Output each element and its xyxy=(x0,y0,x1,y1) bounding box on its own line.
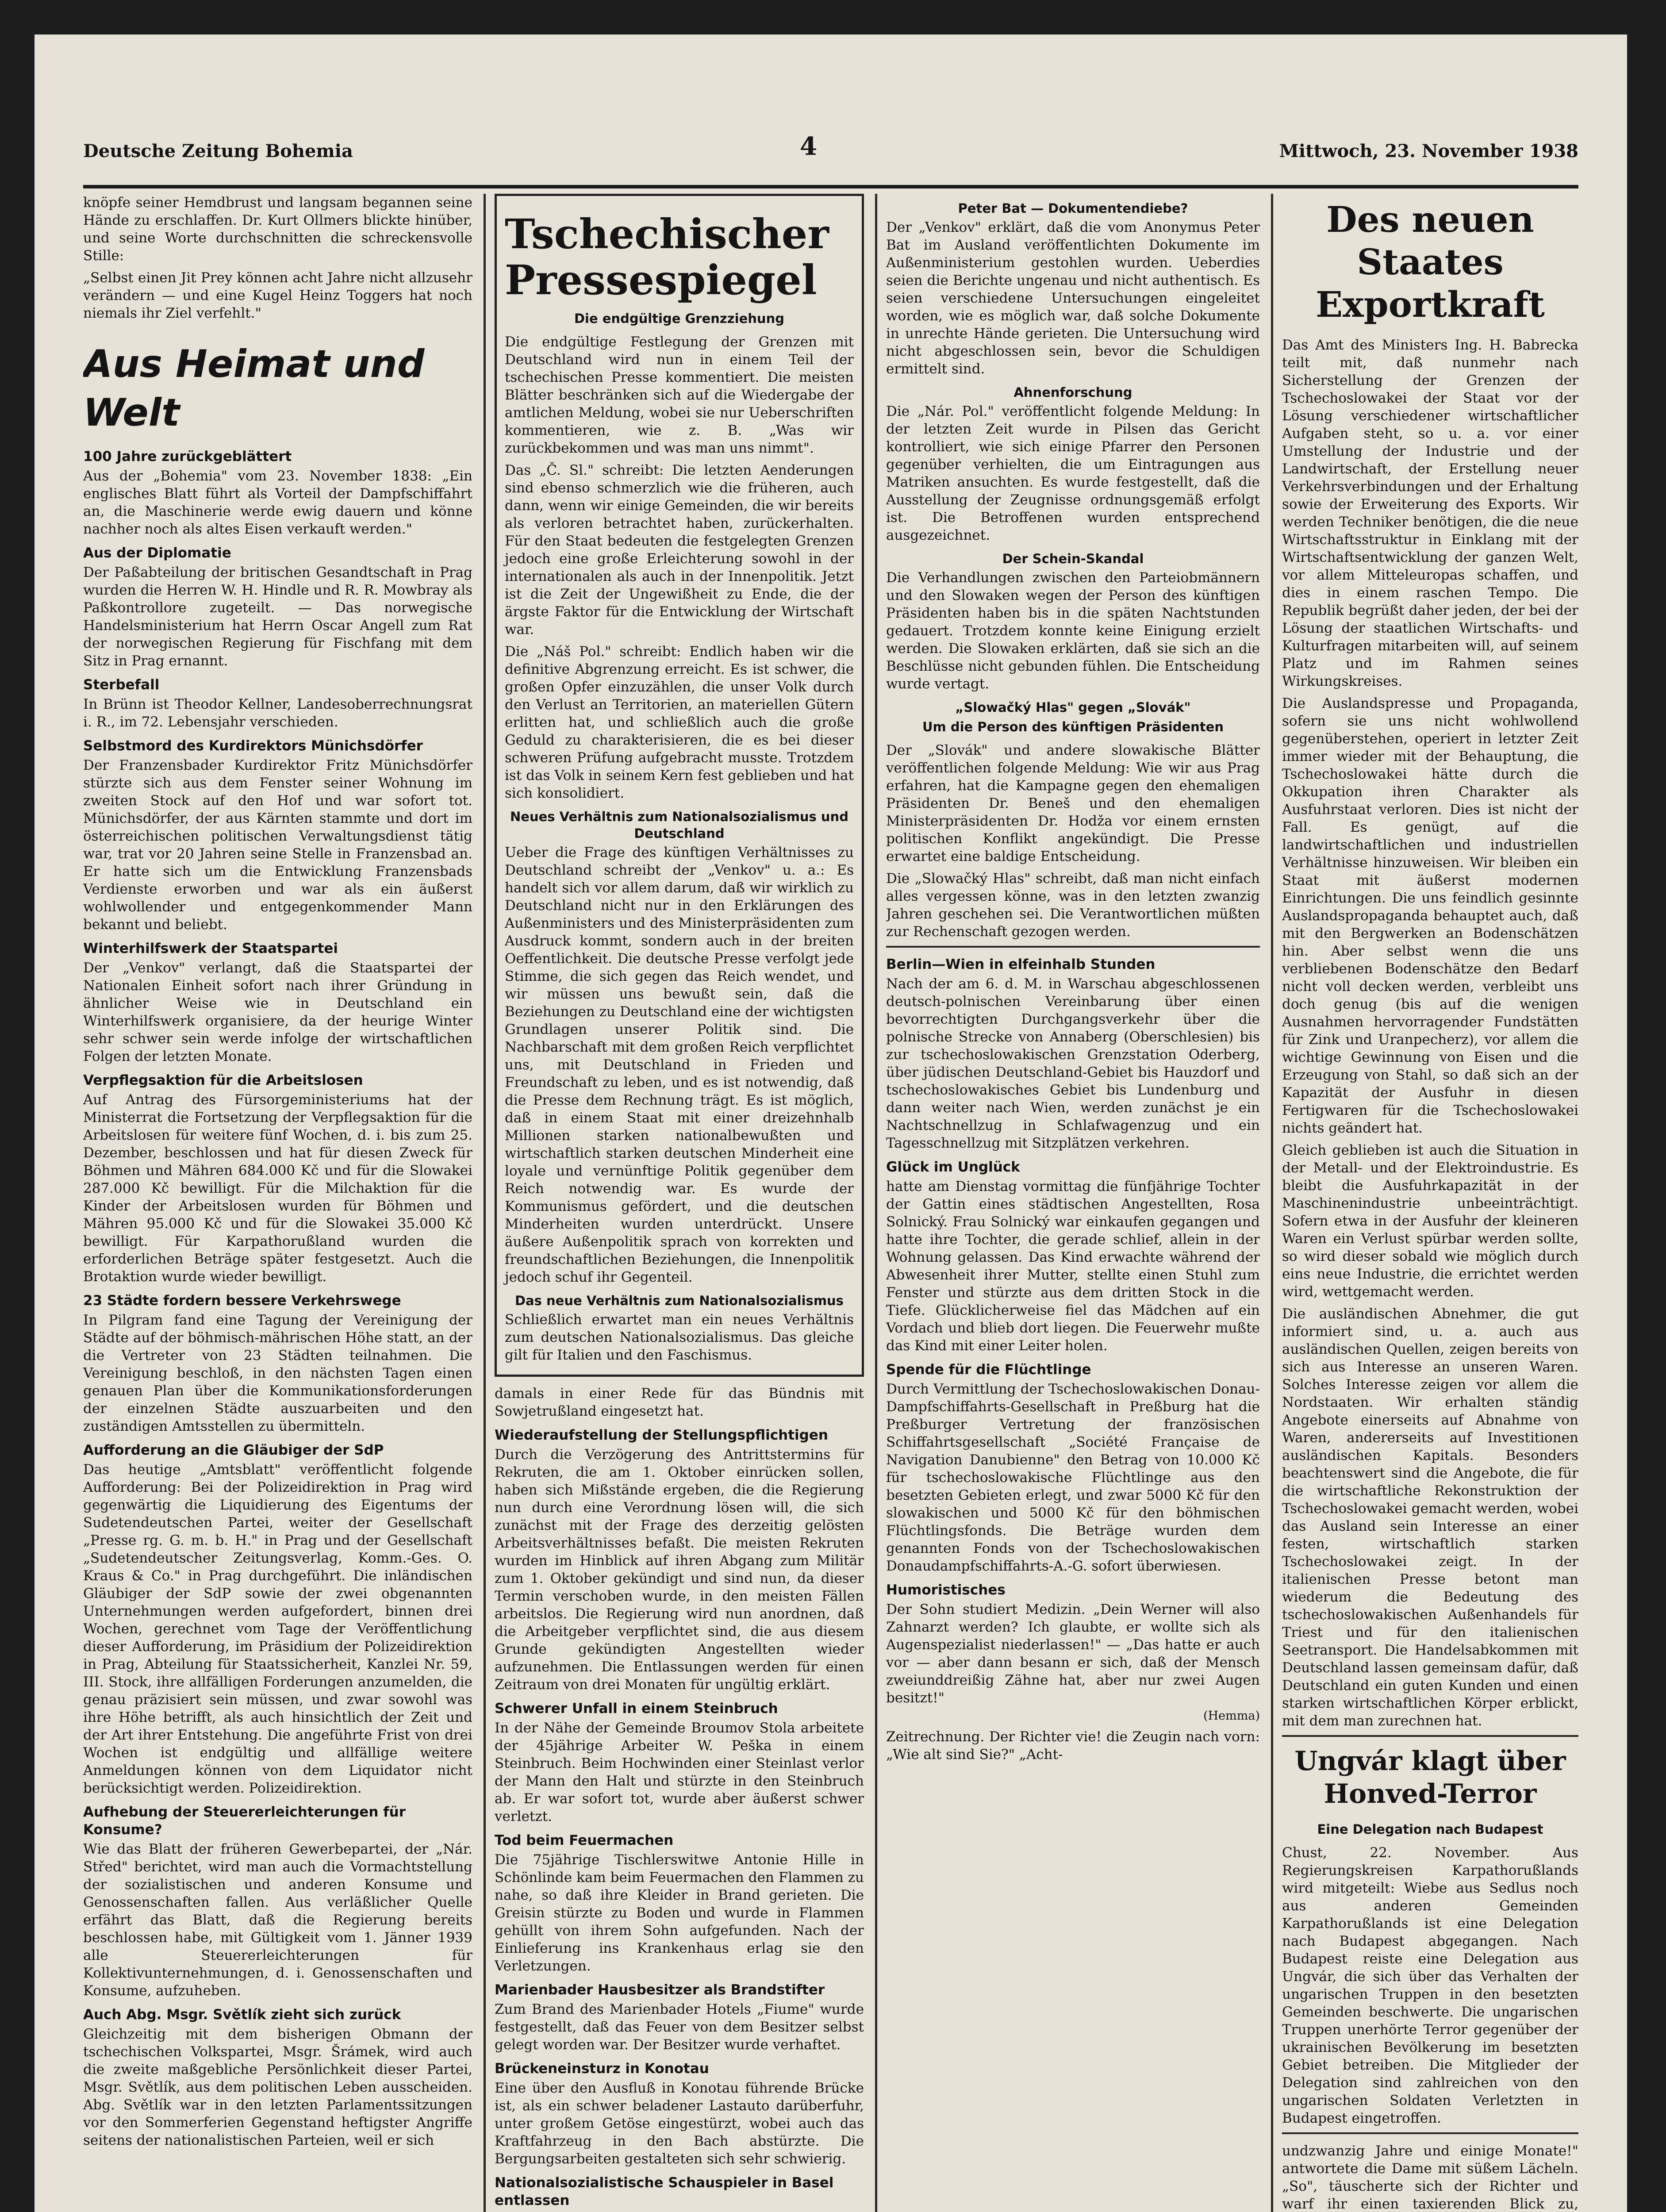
article-text: Gleichzeitig mit dem bisherigen Obmann der tschechischen Volkspartei, Msgr. Šrámek, wird auch die zweite maßgebliche Persönlichkeit dieser Partei, Msgr. Světlík, aus dem politischen Leben ausscheiden. Abg. Světlík war in den letzten Parlamentssitzungen vor den Sommerferien Gegenstand heftigster Angriffe seitens der nationalistischen Parteien, weil er sich xyxy=(83,2026,472,2148)
article-text: In Pilgram fand eine Tagung der Vereinigung der Städte auf der böhmisch-mährischen Höhe statt, an der die Vertreter von 23 Städten teilnahmen. Die Vereinigung beschloß, in den nächsten Tagen einen genauen Plan über die Kommunikationsforderungen der einzelnen Städte auszuarbeiten und den zuständigen Amtsstellen zu übermitteln. xyxy=(83,1312,472,1434)
article-heading: Tod beim Feuermachen xyxy=(495,1832,674,1848)
article-heading: Ahnenforschung xyxy=(1013,385,1132,400)
section-rule xyxy=(1282,2132,1578,2134)
article-text: Der „Venkov" verlangt, daß die Staatspartei der Nationalen Einheit sofort nach ihrer Gründung in ähnlicher Weise wie in Deutschland ein Winterhilfswerk organisiere, da der heurige Winter sehr schwer sein werde infolge der wirtschaftlichen Folgen der letzten Monate. xyxy=(83,960,472,1064)
article-heading: Wiederaufstellung der Stellungspflichtigen xyxy=(495,1427,828,1443)
column-1 xyxy=(83,194,472,2212)
article-heading: Selbstmord des Kurdirektors Münichsdörfer xyxy=(83,738,423,754)
column-4 xyxy=(1282,194,1578,2212)
article-text: Der „Venkov" erklärt, daß die vom Anonymus Peter Bat im Ausland veröffentlichten Dokumente im Außenministerium gestohlen wurden. Ueberdies seien die Berichte ungenau und nicht authentisch. Es seien verschiedene Untersuchungen eingeleitet worden, wie es möglich war, daß solche Dokumente in unrechte Hände gerieten. Die Untersuchung wird nicht abgeschlossen sein, bevor die Schuldigen ermittelt sind. xyxy=(886,219,1260,377)
section-title: Aus Heimat und Welt xyxy=(83,342,425,435)
newspaper-page xyxy=(35,35,1627,2212)
section-rule xyxy=(886,946,1260,948)
article-heading: „Slowačký Hlas" gegen „Slovák" xyxy=(955,700,1191,715)
article-text: hatte am Dienstag vormittag die fünfjährige Tochter der Gattin eines städtischen Angestellten, Rosa Solnický. Frau Solnický war einkaufen gegangen und hatte ihre Tochter, die gerade schlief, allein in der Wohnung gelassen. Das Kind erwachte während der Abwesenheit ihrer Mutter, stellte einen Stuhl zum Fenster und stürzte aus dem dritten Stock in die Tiefe. Glücklicherweise fiel das Mädchen auf ein Vordach und blieb dort liegen. Die Feuerwehr mußte das Kind mit einer Leiter holen. xyxy=(886,1179,1260,1354)
article-heading: 100 Jahre zurückgeblättert xyxy=(83,449,292,465)
article-text: Chust, 22. November. Aus Regierungskreisen Karpathorußlands wird mitgeteilt: Wiebe aus Sedlus noch aus anderen Gemeinden Karpathorußlands ist eine Delegation nach Budapest abgegangen. Nach Budapest reiste eine Delegation aus Ungvár, die sich über das Verhalten der ungarischen Truppen in den besetzten Gemeinden beschwerte. Die ungarischen Truppen unerhörte Terror gegenüber der ukrainischen Bevölkerung im besetzten Gebiet betreiben. Die Mitglieder der Delegation sind zahlreichen von den ungarischen Soldaten Verletzten in Budapest eingetroffen. xyxy=(1282,1845,1578,2126)
article-heading: Aufhebung der Steuererleichterungen für Konsume? xyxy=(83,1804,406,1838)
article-heading: Nationalsozialistische Schauspieler in Basel entlassen xyxy=(495,2175,834,2208)
article-text: Die 75jährige Tischlerswitwe Antonie Hille in Schönlinde kam beim Feuermachen den Flammen zu nahe, so daß ihre Kleider in Brand gerieten. Die Greisin stürzte zu Boden und wurde in Flammen gehüllt von ihrem Sohn aufgefunden. Nach der Einlieferung ins Krankenhaus erlag sie den Verletzungen. xyxy=(495,1852,864,1974)
article-heading: Winterhilfswerk der Staatspartei xyxy=(83,941,338,956)
article-text: Zeitrechnung. Der Richter vie! die Zeugin nach vorn: „Wie alt sind Sie?" „Acht- xyxy=(886,1729,1260,1763)
article-text: Durch Vermittlung der Tschechoslowakischen Donau-Dampfschiffahrts-Gesellschaft in Preßburg hat die Preßburger Vertretung der französischen Schiffahrtsgesellschaft „Société Française de Navigation Danubienne" den Betrag von 10.000 Kč für tschechoslowakische Flüchtlinge aus den besetzten Gebieten erlegt, und zwar 5000 Kč für den slowakischen und 5000 Kč für den böhmischen Flüchtlingsfonds. Die Beträge wurden dem genannten Fonds von der Tschechoslowakischen Donaudampfschiffahrts-A.-G. sofort überwiesen. xyxy=(886,1381,1260,1574)
header-rule xyxy=(83,185,1578,188)
page-number: 4 xyxy=(800,132,817,161)
article-text: undzwanzig Jahre und einige Monate!" antwortete die Dame mit süßem Lächeln. „So", täuscherte sich der Richter und warf ihr einen taxierenden Blick zu, xyxy=(1282,2143,1578,2212)
article-text: Durch die Verzögerung des Antrittstermins für Rekruten, die am 1. Oktober einrücken sollen, haben sich Mißstände ergeben, die die Regierung nun durch eine Verordnung lösen will, die sich zunächst mit der Frage des derzeitig gelösten Arbeitsverhältnisses befaßt. Die meisten Rekruten wurden im Hinblick auf ihren Abgang zum Militär zum 1. Oktober gekündigt und sind nun, da dieser Termin verschoben wurde, in den meisten Fällen arbeitslos. Die Regierung wird nun anordnen, daß die Arbeitgeber verpflichtet sind, die aus diesem Grunde gekündigten Angestellten wieder aufzunehmen. Die Entlassungen werden für einen Zeitraum von drei Monaten für ungültig erklärt. xyxy=(495,1447,864,1693)
article-heading: Das neue Verhältnis zum Nationalsozialismus xyxy=(515,1293,844,1308)
press-review-box xyxy=(495,194,864,1377)
article-text: Das „Č. Sl." schreibt: Die letzten Aenderungen sind ebenso schmerzlich wie die früheren, auch dann, wenn wir einige Gemeinden, die wir bereits als verloren betrachtet haben, zurückerhalten. Für den Staat bedeuten die festgelegten Grenzen jedoch eine große Erleichterung sowohl in der internationalen als auch in der Innenpolitik. Jetzt ist die Zeit der Ungewißheit zu Ende, die der ärgste Faktor für die Entwicklung der Wirtschaft war. xyxy=(505,462,854,637)
article-text: Die ausländischen Abnehmer, die gut informiert sind, u. a. auch aus ausländischen Quellen, zeigen bereits von sich aus Interesse an unseren Waren. Solches Interesse zeigen vor allem die Nordstaaten. Wir erhalten ständig Angebote einerseits auf Abnahme von Waren, andererseits auf Investitionen ausländischen Kapitals. Besonders beachtenswert sind die Angebote, die für die wirtschaftliche Rekonstruktion der Tschechoslowakei gemacht werden, wobei das Ausland sein Interesse an einer festen, wirtschaftlich starken Tschechoslowakei zeigt. In der italienischen Presse betont man wiederum die Bedeutung des tschechoslowakischen Außenhandels für Triest und für den italienischen Seetransport. Die Handelsabkommen mit Deutschland lassen gemeinsam dafür, daß Deutschland ein guten Kunden und einen starken wirtschaftlichen Körper erblickt, mit dem man zurechnen hat. xyxy=(1282,1306,1578,1729)
article-text: Das heutige „Amtsblatt" veröffentlicht folgende Aufforderung: Bei der Polizeidirektion in Prag wird gegenwärtig die Liquidierung des Eigentums der Sudetendeutschen Partei, weiter der Gesellschaft „Presse rg. G. m. b. H." in Prag und der Gesellschaft „Sudetendeutscher Zeitungsverlag, Komm.-Ges. O. Kraus & Co." in Prag durchgeführt. Die inländischen Gläubiger der SdP sowie der zwei obgenannten Unternehmungen werden aufgefordert, binnen drei Wochen, gerechnet vom Tage der Veröffentlichung dieser Aufforderung, im Präsidium der Polizeidirektion in Prag, Abteilung für Staatssicherheit, Kanzlei Nr. 59, III. Stock, ihre allfälligen Forderungen anzumelden, die genau präzisiert sein müssen, und zwar sowohl was ihre Höhe betrifft, als auch hinsichtlich der Zeit und der Art ihrer Entstehung. Die angeführte Frist von drei Wochen ist endgültig und allfällige weitere Anmeldungen können von dem Liquidator nicht berücksichtigt werden. Polizeidirektion. xyxy=(83,1462,472,1796)
article-text: Gleich geblieben ist auch die Situation in der Metall- und der Elektroindustrie. Es bleibt die Ausfuhrkapazität in der Maschinenindustrie unbeeinträchtigt. Sofern etwa in der Ausfuhr der kleineren Waren ein Verlust spürbar werden sollte, so wird dieser sobald wie möglich durch eins neue Industrie, die errichtet werden wird, wettgemacht werden. xyxy=(1282,1142,1578,1300)
article-text: Auf Antrag des Fürsorgeministeriums hat der Ministerrat die Fortsetzung der Verpflegsaktion für die Arbeitslosen für weitere fünf Wochen, d. i. bis zum 25. Dezember, beschlossen und hat für diesen Zweck für Böhmen und Mähren 684.000 Kč und für die Slowakei 287.000 Kč bewilligt. Für die Milchaktion für die Kinder der Arbeitslosen wurden für Böhmen und Mähren 95.000 Kč und für die Slowakei 35.000 Kč bewilligt. Für Karpathorußland wurden die erforderlichen Beträge später festgesetzt. Auch die Brotaktion wurde wieder bewilligt. xyxy=(83,1092,472,1285)
article-text: In Brünn ist Theodor Kellner, Landesoberrechnungsrat i. R., im 72. Lebensjahr verschieden. xyxy=(83,696,472,730)
article-heading: Neues Verhältnis zum Nationalsozialismus und Deutschland xyxy=(510,809,848,841)
article-text: Eine über den Ausfluß in Konotau führende Brücke ist, als ein schwer beladener Lastauto darüberfuhr, unter großem Getöse eingestürzt, wobei auch das Kraftfahrzeug in den Bach abstürzte. Die Bergungsarbeiten gestalteten sich sehr schwierig. xyxy=(495,2080,864,2167)
article-heading: Verpflegsaktion für die Arbeitslosen xyxy=(83,1072,363,1088)
article-text: Der Sohn studiert Medizin. „Dein Werner will also Zahnarzt werden? Ich glaubte, er wollte sich als Augenspezialist niederlassen!" — „Das hatte er auch vor — aber dann besann er sich, daß der Mensch zweiunddreißig Zähne hat, aber nur zwei Augen besitzt!" xyxy=(886,1601,1260,1706)
article-text: damals in einer Rede für das Bündnis mit Sowjetrußland eingesetzt hat. xyxy=(495,1386,864,1419)
article-text: Wie das Blatt der früheren Gewerbepartei, der „Nár. Střed" berichtet, wird man auch die Vormachtstellung der sozialistischen und anderen Konsume und Genossenschaften fallen. Aus verläßlicher Quelle erfährt das Blatt, daß die Regierung bereits beschlossen habe, mit Gültigkeit vom 1. Jänner 1939 alle Steuererleichterungen für Kollektivunternehmungen, d. i. Genossenschaften und Konsume, aufzuheben. xyxy=(83,1841,472,1999)
article-text: Nach der am 6. d. M. in Warschau abgeschlossenen deutsch-polnischen Vereinbarung über einen bevorrechtigten Durchgangsverkehr über die polnische Strecke von Annaberg (Oberschlesien) bis zur tschechoslowakischen Grenzstation Oderberg, über jüdischen Deutschland-Gebiet bis Hauzdorf und tschechoslowakisches Gebiet bis Lundenburg und dann weiter nach Wien, werden zunächst je ein Nachtschnellzug in Schlafwagenzug und ein Tagesschnellzug mit Sitzplätzen verkehren. xyxy=(886,976,1260,1151)
article-text: Der Franzensbader Kurdirektor Fritz Münichsdörfer stürzte sich aus dem Fenster seiner Wohnung im zweiten Stock auf den Hof und war sofort tot. Münichsdörfer, der aus Kärnten stammte und dort im österreichischen politischen Verwaltungsdienst tätig war, trat vor 20 Jahren seine Stelle in Franzensbad an. Er hatte sich um die Entwicklung Franzensbads Verdienste erworben und war als ein äußerst wohlwollender und entgegenkommender Mann bekannt und beliebt. xyxy=(83,757,472,933)
article-heading: Peter Bat — Dokumentendiebe? xyxy=(958,201,1188,216)
article-text: Die Verhandlungen zwischen den Parteiobmännern und den Slowaken wegen der Person des künftigen Präsidenten haben bis in die späten Nachtstunden gedauert. Trotzdem konnte keine Einigung erzielt werden. Die Slowaken erklärten, daß sie sich an die Beschlüsse nicht gebunden fühlen. Die Entscheidung wurde vertagt. xyxy=(886,570,1260,692)
column-rule xyxy=(875,194,877,2212)
article-subheading: Eine Delegation nach Budapest xyxy=(1317,1822,1543,1837)
article-heading: Marienbader Hausbesitzer als Brandstifter xyxy=(495,1982,825,1998)
article-heading: Glück im Unglück xyxy=(886,1159,1020,1175)
source-credit: (Hemma) xyxy=(1203,1709,1260,1723)
ungvar-article-title: Ungvár klagt über Honved-Terror xyxy=(1294,1746,1566,1809)
article-heading: Schwerer Unfall in einem Steinbruch xyxy=(495,1701,778,1717)
column-3 xyxy=(886,194,1260,2212)
article-heading: Der Schein-Skandal xyxy=(1002,551,1144,566)
article-text: Die „Nár. Pol." veröffentlicht folgende Meldung: In der letzten Zeit wurde in Pilsen das Gericht kontrolliert, wie sich einige Pfarrer den Personen gegenüber verhielten, die um Eintragungen aus Matriken ansuchten. Es wurde festgestellt, daß die Ausstellung der Zeugnisse ordnungsgemäß erfolgt ist. Die Betroffenen wurden entsprechend ausgezeichnet. xyxy=(886,403,1260,543)
column-2 xyxy=(495,194,864,2212)
box-subheading: Die endgültige Grenzziehung xyxy=(574,311,784,326)
export-article-title: Des neuen Staates Exportkraft xyxy=(1316,199,1545,325)
article-text: Die Auslandspresse und Propaganda, sofern sie uns nicht wohlwollend gegenüberstehen, operiert in letzter Zeit immer wieder mit der Behauptung, die Tschechoslowakei hätte durch die Okkupation ihren Charakter als Ausfuhrstaat verloren. Dies ist nicht der Fall. Es genügt, auf die landwirtschaftlichen und industriellen Verhältnisse hinzuweisen. Wir bleiben ein Staat mit äußerst modernen Einrichtungen. Die uns feindlich gesinnte Auslandspropaganda behauptet auch, daß mit den Bergwerken an Bodenschätzen hin. Aber selbst wenn die uns verbliebenen Bodenschätze den Bedarf nicht voll decken werden, verbleibt uns doch genug (bis auf die wenigen Ausnahmen hervorragender Fundstätten für Zink und Uranpecherz), vor allem die wichtige Gewinnung von Eisen und die Erzeugung von Stahl, so daß sich an der Kapazität der Ausfuhr in diesen Fertigwaren für die Tschechoslowakei nichts geändert hat. xyxy=(1282,695,1578,1136)
article-text: Der „Slovák" und andere slowakische Blätter veröffentlichen folgende Meldung: Wie wir aus Prag erfahren, hat die Kampagne gegen den ehemaligen Präsidenten Dr. Beneš und den ehemaligen Ministerpräsidenten Dr. Hodža vor einem ernsten politischen Konflikt angekündigt. Die Presse erwartet eine baldige Entscheidung. xyxy=(886,742,1260,864)
article-heading: Spende für die Flüchtlinge xyxy=(886,1362,1091,1378)
article-text: Schließlich erwartet man ein neues Verhältnis zum deutschen Nationalsozialismus. Das gleiche gilt für Italien und den Faschismus. xyxy=(505,1312,854,1363)
article-text: Das Amt des Ministers Ing. H. Babrecka teilt mit, daß nunmehr nach Sicherstellung der Grenzen der Tschechoslowakei der Staat vor der Lösung verschiedener wirtschaftlicher Aufgaben steht, so u. a. vor einer Umstellung der Industrie und der Landwirtschaft, der Erstellung neuer Verkehrsverbindungen und der Erhaltung sowie der Erweiterung des Exports. Wir werden Techniker benötigen, die die neue Wirtschaftsstruktur in Einklang mit der Wirtschaftsentwicklung der ganzen Welt, vor allem Mitteleuropas schaffen, und dies in einem raschen Tempo. Die Republik begrüßt daher jeden, der bei der Lösung der staatlichen Wirtschafts- und Kulturfragen mitarbeiten will, auf seinem Platz und im Rahmen seines Wirkungskreises. xyxy=(1282,337,1578,689)
masthead-left: Deutsche Zeitung Bohemia xyxy=(83,141,353,161)
article-text: Aus der „Bohemia" vom 23. November 1838: „Ein englisches Blatt führt als Vorteil der Dampfschiffahrt an, die Maschinerie werde ewig dauern und könne nachher noch als altes Eisen verkauft werden." xyxy=(83,468,472,537)
article-heading: Aus der Diplomatie xyxy=(83,545,231,561)
article-heading: Humoristisches xyxy=(886,1582,1006,1598)
article-heading: Sterbefall xyxy=(83,677,160,693)
article-text: Die „Slowačký Hlas" schreibt, daß man nicht einfach alles vergessen könne, was in den letzten zwanzig Jahren geschehen sei. Die Verantwortlichen müßten zur Rechenschaft gezogen werden. xyxy=(886,871,1260,940)
article-heading: 23 Städte fordern bessere Verkehrswege xyxy=(83,1293,401,1309)
masthead-date: Mittwoch, 23. November 1938 xyxy=(1279,141,1578,161)
article-text: knöpfe seiner Hemdbrust und langsam begannen seine Hände zu erschlaffen. Dr. Kurt Ollmers blickte hinüber, und seine Worte durchschnitten die schreckensvolle Stille: xyxy=(83,195,472,264)
article-text: „Selbst einen Jit Prey können acht Jahre nicht allzusehr verändern — und eine Kugel Heinz Toggers hat noch niemals ihr Ziel verfehlt." xyxy=(83,270,472,321)
article-text: Ueber die Frage des künftigen Verhältnisses zu Deutschland schreibt der „Venkov" u. a.: Es handelt sich vor allem darum, daß wir wirklich zu Deutschland nicht nur in den Erklärungen des Außenministers und des Ministerpräsidenten zum Ausdruck kommt, sondern auch in der breiten Oeffentlichkeit. Die deutsche Presse verfolgt jede Stimme, die sich gegen das Reich wendet, und wir müssen uns bewußt sein, daß die Beziehungen zu Deutschland eine der wichtigsten Grundlagen unserer Politik sind. Die Nachbarschaft mit dem großen Reich verpflichtet uns, mit Deutschland in Frieden und Freundschaft zu leben, und es ist notwendig, daß die Presse dem Rechnung trägt. Es ist möglich, daß in einem Staat mit einer dreizehnhalb Millionen starken nationalbewußten und wirtschaftlich starken deutschen Minderheit eine loyale und vernünftige Politik gegenüber dem Reich notwendig war. Es wurde der Kommunismus gefördert, und die deutschen Minderheiten wurden unterdrückt. Unsere äußere Außenpolitik sprach von korrekten und freundschaftlichen Beziehungen, die Innenpolitik jedoch schuf ihr Gegenteil. xyxy=(505,845,854,1285)
article-text: Die endgültige Festlegung der Grenzen mit Deutschland wird nun in einem Teil der tschechischen Presse kommentiert. Die meisten Blätter beschränken sich auf die Wiedergabe der amtlichen Meldung, wobei sie nur Ueberschriften kommentieren, wie z. B. „Was wir zurückbekommen und was man uns nimmt". xyxy=(505,334,854,456)
press-review-title: Tschechischer Pressespiegel xyxy=(505,210,829,304)
article-subheading: Um die Person des künftigen Präsidenten xyxy=(922,719,1224,734)
section-rule xyxy=(1282,1735,1578,1737)
article-text: Die „Náš Pol." schreibt: Endlich haben wir die definitive Abgrenzung erreicht. Es ist schwer, die großen Opfer einzuzählen, die unser Volk durch den Verlust an Territorien, an materiellen Gütern erlitten hat, und schließlich auch die große Geduld zu charakterisieren, die es bei dieser schweren Prüfung aufgebracht musste. Trotzdem ist das Volk in seinem Kern fest geblieben und hat sich konsolidiert. xyxy=(505,644,854,801)
article-heading: Berlin—Wien in elfeinhalb Stunden xyxy=(886,956,1155,972)
article-text: Zum Brand des Marienbader Hotels „Fiume" wurde festgestellt, daß das Feuer von dem Besitzer selbst gelegt worden war. Der Besitzer wurde verhaftet. xyxy=(495,2001,864,2053)
article-heading: Auch Abg. Msgr. Světlík zieht sich zurück xyxy=(83,2007,401,2023)
article-text: In der Nähe der Gemeinde Broumov Stola arbeitete der 45jährige Arbeiter W. Peška in einem Steinbruch. Beim Hochwinden einer Steinlast verlor der Mann den Halt und stürzte in den Steinbruch ab. Er war sofort tot, wurde aber äußerst schwer verletzt. xyxy=(495,1720,864,1824)
article-heading: Brückeneinsturz in Konotau xyxy=(495,2061,709,2077)
article-text: Der Paßabteilung der britischen Gesandtschaft in Prag wurden die Herren W. H. Hindle und R. R. Mowbray als Paßkontrollore zugeteilt. — Das norwegische Handelsministerium hat Herrn Oscar Angell zum Rat der norwegischen Regierung für Fischfang mit dem Sitz in Prag ernannt. xyxy=(83,565,472,669)
article-heading: Aufforderung an die Gläubiger der SdP xyxy=(83,1442,384,1458)
column-rule xyxy=(484,194,486,2212)
column-rule xyxy=(1271,194,1273,2212)
